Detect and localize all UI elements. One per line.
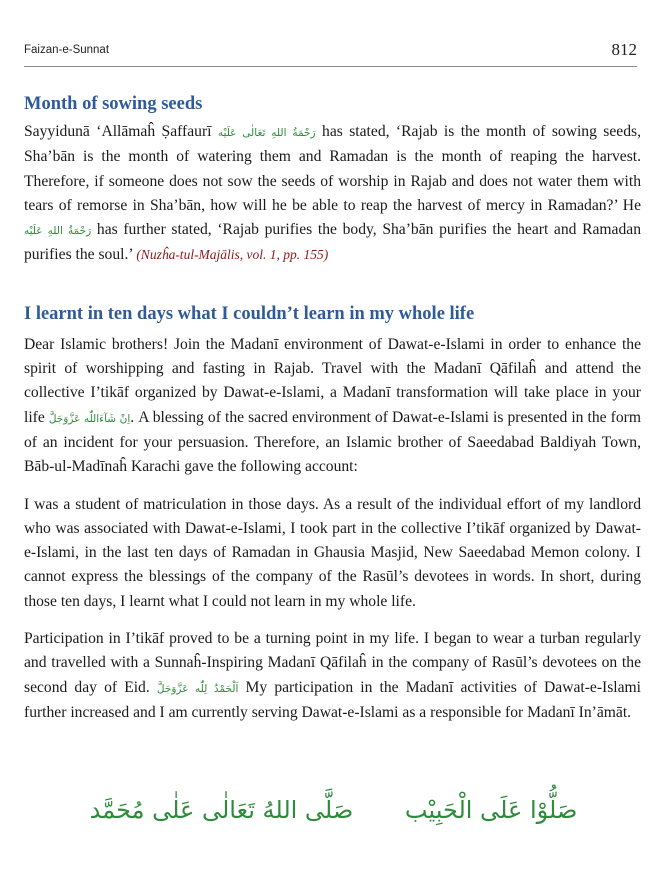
arabic-alhamdulillah: اَلْحَمْدُ لِلّٰه عَزَّوَجَلَّ (156, 682, 239, 695)
paragraph-student-account: I was a student of matriculation in those days. As a result of the individual effort of my landlord who was associated with Dawat-e-Islami, I took part in the collective I’tikāf organized by Dawat-e-Islami, in the last ten days of Ramadan in Ghausia Masjid, New Saeedabad Memon colony. I cannot express the blessings of the company of the Rasūl’s devotees in words. In short, during those ten days, I learnt what I could not learn in my whole life. (24, 495, 641, 610)
paragraph-turning-point (24, 627, 641, 725)
durood-right: صَلُّوْا عَلَى الْحَبِيْب (404, 796, 578, 824)
text-run: Sayyidunā ‘Allāmaĥ Ṣaffaurī (24, 123, 218, 140)
header-divider (24, 66, 637, 67)
reference-citation: (Nuzĥa-tul-Majālis, vol. 1, pp. 155) (136, 247, 329, 263)
page-number: 812 (611, 40, 637, 59)
arabic-honorific: رَحْمَةُ اللهِ تَعَالٰی عَلَيْه (217, 127, 316, 139)
text-run: has further stated, ‘Rajab purifies the body, Sha’bān purifies the heart and Ramadan purifies the soul.’ (24, 221, 641, 264)
section-title-sowing-seeds: Month of sowing seeds (24, 94, 203, 114)
text-run: Dear Islamic brothers! Join the Madanī environment of Dawat-e-Islami in order to enhance the spirit of worshipping and fasting in Rajab. Travel with the Madanī Qāfilaĥ and attend the collective I’tikāf organized by Dawat-e-Islami, a Madanī transformation will take place in your life (24, 335, 641, 426)
paragraph-sowing-seeds (24, 120, 641, 268)
page-content (24, 82, 641, 725)
text-run: . A blessing of the sacred environment of Dawat-e-Islami is presented in the form of an incident for your persuasion. Therefore, an Islamic brother of Saeedabad Baldiyah Town, Bāb-ul-Madīnaĥ Karachi gave the following account: (24, 408, 641, 476)
durood-left: صَلَّى اللهُ تَعَالٰى عَلٰى مُحَمَّد (89, 796, 354, 824)
text-run: has stated, ‘Rajab is the month of sowing seeds, Sha’bān is the month of watering them and Ramadan is the month of reaping the harvest. Therefore, if someone does not sow the seeds of worship in Rajab and does not water them with tears of remorse in Sha’bān, how will he be able to reap the harvest of mercy in Ramadan?’ He (24, 123, 641, 214)
running-head: Faizan-e-Sunnat (24, 44, 110, 56)
arabic-inshallah: اِنْ شَآءَاللّٰه عَزَّوَجَلَّ (48, 412, 131, 425)
section-title-ten-days: I learnt in ten days what I couldn’t learn in my whole life (24, 303, 475, 324)
arabic-honorific: رَحْمَةُ اللهِ عَلَيْه (24, 225, 92, 238)
text-run: My participation in the Madanī activities of Dawat-e-Islami further increased and I am currently serving Dawat-e-Islami as a responsible for Madanī In’āmāt. (24, 678, 641, 721)
durood-line (0, 796, 667, 824)
paragraph-dear-brothers (24, 333, 641, 480)
text-run: Participation in I’tikāf proved to be a turning point in my life. I began to wear a turban regularly and travelled with a Sunnaĥ-Inspiring Madanī Qāfilaĥ in the company of Rasūl’s devotees on the second day of Eid. (24, 630, 641, 696)
